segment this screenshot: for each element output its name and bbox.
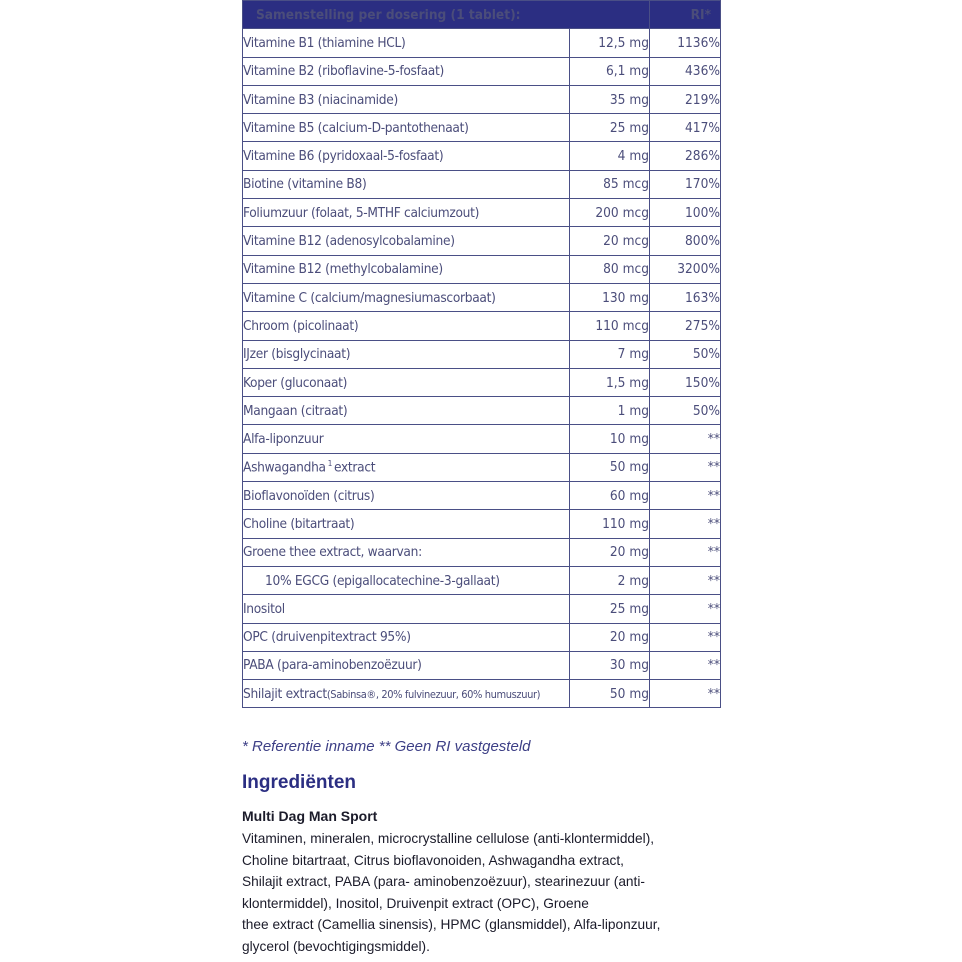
nutrient-amount: 110 mcg [570, 312, 650, 340]
nutrient-ri: ** [650, 425, 721, 453]
nutrient-ri: 436% [650, 57, 721, 85]
nutrient-amount: 80 mcg [570, 255, 650, 283]
nutrient-ri: 1136% [650, 29, 721, 57]
table-row [243, 255, 721, 283]
nutrient-name: Biotine (vitamine B8) [243, 170, 570, 198]
nutrient-amount: 20 mg [570, 538, 650, 566]
nutrient-ri: ** [650, 595, 721, 623]
nutrient-amount: 20 mg [570, 623, 650, 651]
header-label: Samenstelling per dosering (1 tablet): [243, 1, 650, 29]
nutrient-ri: ** [650, 510, 721, 538]
nutrient-amount: 50 mg [570, 680, 650, 708]
nutrient-ri: ** [650, 453, 721, 481]
ingredients-line: Vitaminen, mineralen, microcrystalline cellulose (anti-klontermiddel), [242, 831, 655, 846]
table-row [243, 142, 721, 170]
nutrient-name: OPC (druivenpitextract 95%) [243, 623, 570, 651]
nutrient-amount: 50 mg [570, 453, 650, 481]
nutrient-name: Vitamine B12 (adenosylcobalamine) [243, 227, 570, 255]
nutrient-name: Koper (gluconaat) [243, 368, 570, 396]
table-header-row [243, 1, 721, 29]
nutrient-amount: 1,5 mg [570, 368, 650, 396]
nutrient-amount: 4 mg [570, 142, 650, 170]
table-row [243, 29, 721, 57]
nutrient-ri: ** [650, 482, 721, 510]
table-row [243, 57, 721, 85]
nutrient-ri: 286% [650, 142, 721, 170]
nutrient-ri: 170% [650, 170, 721, 198]
nutrient-amount: 10 mg [570, 425, 650, 453]
table-row [243, 510, 721, 538]
nutrient-ri: 417% [650, 114, 721, 142]
ingredients-product-name: Multi Dag Man Sport [242, 808, 378, 824]
ingredients-line: Choline bitartraat, Citrus bioflavonoiden, Ashwagandha extract, [242, 852, 624, 868]
nutrient-name: Groene thee extract, waarvan: [243, 538, 570, 566]
nutrient-amount: 60 mg [570, 482, 650, 510]
nutrient-amount: 20 mcg [570, 227, 650, 255]
nutrient-ri: ** [650, 623, 721, 651]
nutrient-amount: 25 mg [570, 595, 650, 623]
nutrient-name: Bioflavonoïden (citrus) [243, 482, 570, 510]
footnote: * Referentie inname ** Geen RI vastgesteld [242, 738, 531, 755]
table-row [243, 680, 721, 708]
ingredients-line: thee extract (Camellia sinensis), HPMC (glansmiddel), Alfa-liponzuur, [242, 917, 661, 933]
table-row [243, 283, 721, 311]
nutrient-ri: ** [650, 566, 721, 594]
nutrient-name: Inositol [243, 595, 570, 623]
ingredients-title: Ingrediënten [242, 772, 357, 793]
nutrition-panel [242, 0, 720, 708]
table-row [243, 114, 721, 142]
ingredients-line: glycerol (bevochtigingsmiddel). [242, 938, 430, 954]
nutrient-amount: 6,1 mg [570, 57, 650, 85]
nutrient-ri: 50% [650, 340, 721, 368]
ingredients-line: klontermiddel), Inositol, Druivenpit extract (OPC), Groene [242, 895, 589, 911]
table-row [243, 340, 721, 368]
table-row [243, 453, 721, 481]
nutrient-amount: 110 mg [570, 510, 650, 538]
table-row [243, 566, 721, 594]
nutrient-amount: 2 mg [570, 566, 650, 594]
nutrient-ri: 275% [650, 312, 721, 340]
nutrient-name: Foliumzuur (folaat, 5-MTHF calciumzout) [243, 199, 570, 227]
table-row [243, 623, 721, 651]
nutrient-name: Shilajit extract(Sabinsa®, 20% fulvinezuur, 60% humuszuur) [243, 680, 570, 708]
nutrient-name: Mangaan (citraat) [243, 397, 570, 425]
nutrient-amount: 7 mg [570, 340, 650, 368]
nutrition-table [242, 0, 721, 708]
nutrient-amount: 30 mg [570, 651, 650, 679]
nutrient-name: Vitamine B1 (thiamine HCL) [243, 29, 570, 57]
table-row [243, 482, 721, 510]
nutrient-name: Vitamine B2 (riboflavine-5-fosfaat) [243, 57, 570, 85]
ingredients-text [242, 828, 722, 958]
nutrient-ri: 50% [650, 397, 721, 425]
nutrient-name: Vitamine C (calcium/magnesiumascorbaat) [243, 283, 570, 311]
table-row [243, 538, 721, 566]
nutrient-amount: 25 mg [570, 114, 650, 142]
nutrient-name: Vitamine B12 (methylcobalamine) [243, 255, 570, 283]
nutrient-ri: ** [650, 680, 721, 708]
table-row [243, 199, 721, 227]
nutrient-amount: 85 mcg [570, 170, 650, 198]
nutrient-name: IJzer (bisglycinaat) [243, 340, 570, 368]
nutrient-name: Vitamine B3 (niacinamide) [243, 85, 570, 113]
nutrient-ri: 100% [650, 199, 721, 227]
nutrient-ri: 163% [650, 283, 721, 311]
nutrient-ri: 219% [650, 85, 721, 113]
nutrient-ri: 3200% [650, 255, 721, 283]
header-ri: RI* [650, 1, 721, 29]
nutrient-amount: 200 mcg [570, 199, 650, 227]
nutrient-amount: 130 mg [570, 283, 650, 311]
table-row [243, 85, 721, 113]
table-row [243, 425, 721, 453]
nutrient-name: Alfa-liponzuur [243, 425, 570, 453]
table-row [243, 397, 721, 425]
table-row [243, 227, 721, 255]
ingredients-line: Shilajit extract, PABA (para- aminobenzoëzuur), stearinezuur (anti- [242, 874, 645, 890]
nutrient-name: PABA (para-aminobenzoëzuur) [243, 651, 570, 679]
nutrient-name: Chroom (picolinaat) [243, 312, 570, 340]
nutrient-name: Choline (bitartraat) [243, 510, 570, 538]
nutrient-name: Vitamine B6 (pyridoxaal-5-fosfaat) [243, 142, 570, 170]
table-row [243, 595, 721, 623]
nutrient-ri: ** [650, 651, 721, 679]
nutrient-ri: ** [650, 538, 721, 566]
nutrient-name: Ashwagandha $^1$ extract [243, 453, 570, 481]
table-row [243, 651, 721, 679]
nutrient-ri: 150% [650, 368, 721, 396]
nutrient-ri: 800% [650, 227, 721, 255]
table-body [243, 29, 721, 708]
nutrient-amount: 12,5 mg [570, 29, 650, 57]
table-row [243, 368, 721, 396]
table-row [243, 170, 721, 198]
nutrient-amount: 35 mg [570, 85, 650, 113]
table-row [243, 312, 721, 340]
nutrient-name: Vitamine B5 (calcium-D-pantothenaat) [243, 114, 570, 142]
nutrient-amount: 1 mg [570, 397, 650, 425]
nutrient-name: 10% EGCG (epigallocatechine-3-gallaat) [243, 566, 570, 594]
